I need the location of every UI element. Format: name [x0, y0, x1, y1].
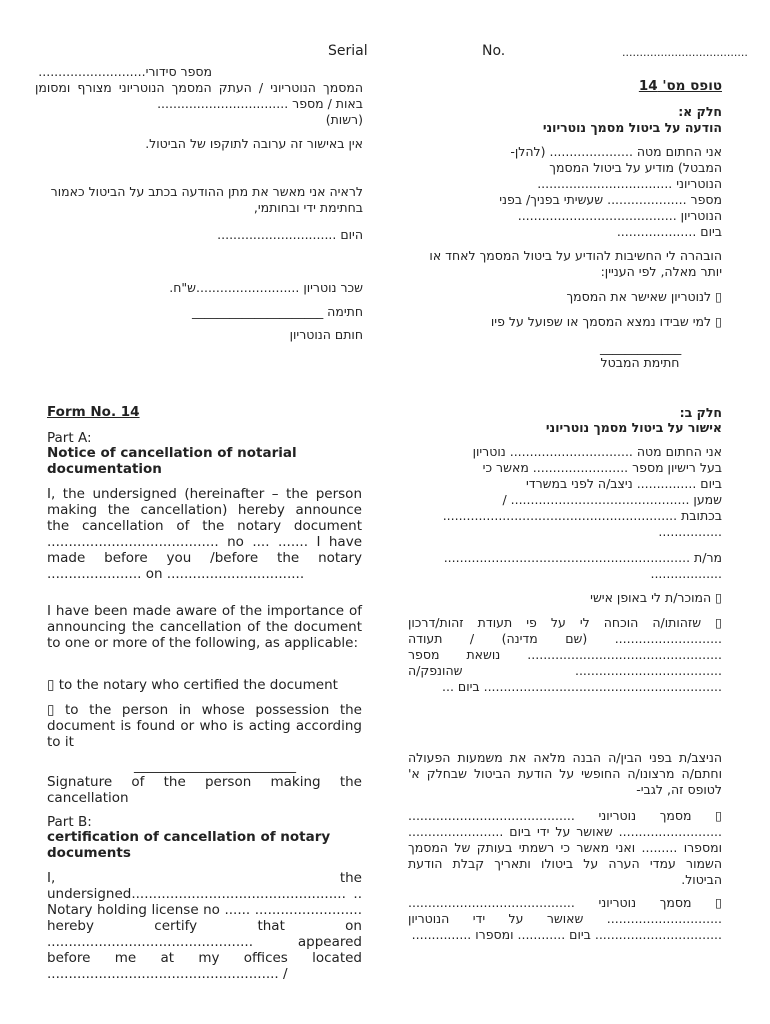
part-b-label-en: Part B: — [47, 814, 92, 830]
part-b-body-he: אני החתום מטה ............................... נוטריון בעל רישיון מספר ........................ מאשר כי ביום ............... ניצב/ה לפני במשרדי שמען ............................................. / בכתובת ........................................................... ................ — [442, 444, 722, 539]
copy-attached-text: המסמך הנוטריוני / העתק המסמך הנוטריוני מצורף ומסומן באות / מספר ................................. (רשות) — [35, 80, 363, 127]
notarial-doc-1-he: ▯ מסמך נוטריוני .......................................... .......................... שאושר על ידי ביום ........................ ומספרו ......... ואני מאשר כי רשמתי בעותק של המסמך השמור עמדי הערה על ביטולו ותאריך קבלת הודעת הביטול. — [408, 808, 722, 887]
part-a-label-en: Part A: — [47, 430, 92, 446]
part-b-title-en: certification of cancellation of notary documents — [47, 829, 331, 861]
known-personally-he: ▯ המוכר/ת לי באופן אישי — [590, 590, 722, 605]
mr-field-he: מר/ת .............................................................. .................. — [443, 550, 722, 581]
copy-note: (רשות) — [325, 112, 363, 127]
understood-he: הניצב/ת בפני הבין/ה הבנה מלאה את משמעות הפעולה וחתם/ה מרצונו/ה החופשי על הודעת הביטול שבחלק א' לטופס זה, לגבי- — [408, 750, 722, 797]
part-b-title-he: אישור על ביטול מסמך נוטריוני — [545, 420, 722, 435]
part-b-label-he: חלק ב: — [679, 405, 722, 420]
canceller-signature-en: Signature of the person making the cancellation — [47, 774, 362, 806]
serial-number-field: .................................... — [622, 46, 748, 59]
signature-he: חתימה _____________________ — [191, 304, 363, 319]
signature-line-he: _____________ — [600, 340, 682, 355]
option-holder-he: ▯ למי שבידו נמצא המסמך או שפועל על פיו — [490, 314, 722, 329]
number-label: No. — [482, 43, 506, 59]
serial-number-he: מספר סידורי........................... — [38, 64, 212, 79]
form-title-he: טופס מס' 14 — [638, 78, 722, 94]
part-a-body-he: אני החתום מטה ..................... (להלן- המבטל) מודיע על ביטול המסמך הנוטריוני .................................. מספר .................... שעשיתי בפניך/ בפני הנוטריון ........................................ ביום .................... — [499, 144, 722, 239]
notary-stamp-he: חותם הנוטריון — [289, 327, 363, 342]
part-a-title-en: Notice of cancellation of notarial documentation — [47, 445, 297, 477]
option-notary-he: ▯ לנוטריון שאישר את המסמך — [566, 289, 722, 304]
part-a-label-he: חלק א: — [678, 104, 722, 119]
canceller-signature-he: חתימת המבטל — [600, 355, 680, 370]
signature-line-en: ________________________ — [134, 758, 296, 774]
part-a-title-he: הודעה על ביטול מסמך נוטריוני — [542, 120, 722, 135]
importance-en: I have been made aware of the importance of announcing the cancellation of the document to one or more of the following, as applicable: — [47, 603, 362, 651]
part-b-body-en: I, the undersigned.................................................. .. Notary holding license no ...... ......................... hereby certify that on ................................................ appeared before me at my offices located ...................................................... / — [47, 870, 362, 982]
option-notary-en: ▯ to the notary who certified the document — [47, 677, 338, 693]
no-guarantee-text: אין באישור זה ערובה לתוקפו של הביטול. — [145, 136, 363, 151]
date-field-he: היום .............................. — [217, 227, 363, 242]
notary-fee-he: שכר נוטריון ..........................ש"ח. — [169, 280, 363, 295]
serial-label: Serial — [328, 43, 368, 59]
identified-by-he: ▯ שזהותו/ה הוכחה לי על פי תעודת זהות/דרכון ........................... (שם מדינה) / תעודה ................................................. נושאת מספר ..................................... שהונפק/ה ............................................................ ביום ... — [408, 615, 722, 694]
importance-he: הובהרה לי החשיבות להודיע על ביטול המסמך לאחד או יותר מאלה, לפי העניין: — [429, 248, 722, 279]
proof-text: לראיה אני מאשר את מתן ההודעה בכתב על הביטול כאמור בחתימת ידי ובחותמי, — [50, 184, 363, 215]
notarial-doc-2-he: ▯ מסמך נוטריוני .......................................... ............................. שאושר על ידי הנוטריון ................................ ביום ............ ומספרו ............... — [408, 895, 722, 942]
form-title-en: Form No. 14 — [47, 404, 140, 420]
option-holder-en: ▯ to the person in whose possession the document is found or who is acting according to it — [47, 702, 362, 750]
part-a-body-en: I, the undersigned (hereinafter – the person making the cancellation) hereby announce the cancellation of the notary document ........................................ no .... ....... I have made before you /before the notary ...................... on ................................ — [47, 486, 362, 582]
